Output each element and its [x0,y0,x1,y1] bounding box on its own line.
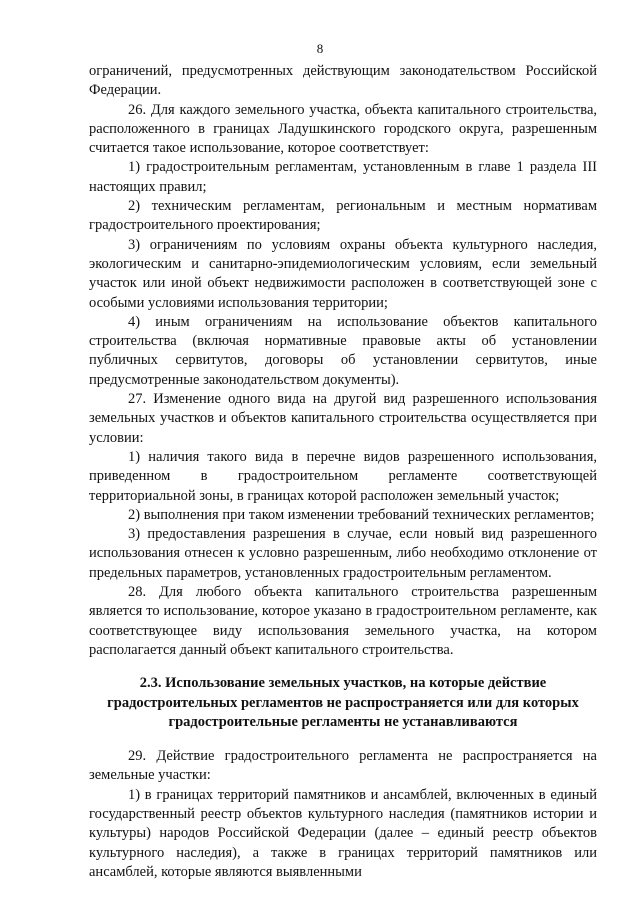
paragraph: 1) наличия такого вида в перечне видов разрешенного использования, приведенном в градостроительном регламенте соответствующей территориальной зоны, в границах которой расположен земельный участок; [89,448,597,504]
paragraphs-before-heading [89,62,597,660]
paragraph: 27. Изменение одного вида на другой вид разрешенного использования земельных участков и объектов капитального строительства осуществляется при условии: [89,391,597,446]
document-body [89,62,597,882]
paragraph: 26. Для каждого земельного участка, объекта капитального строительства, расположенного в границах Ладушкинского городского округа, разрешенным считается такое использование, которое соответствует: [89,101,597,157]
paragraph: 3) ограничениям по условиям охраны объекта культурного наследия, экологическим и санитарно-эпидемиологическим условиям, если земельный участок или иной объект недвижимости расположен в соответствующей зоне с особыми условиями использования территории; [89,236,597,311]
paragraph: 2) техническим регламентам, региональным и местным нормативам градостроительного проектирования; [89,198,597,234]
paragraph: 1) в границах территорий памятников и ансамблей, включенных в единый государственный реестр объектов культурного наследия (памятников истории и культуры) народов Российской Федерации (далее – единый реестр объектов культурного наследия), а также в границах территорий памятников или ансамблей, которые являются выявленными [89,786,597,880]
section-heading: 2.3. Использование земельных участков, на которые действие градостроительных регламентов не распространяется или для которых градостроительные регламенты не устанавливаются [107,675,579,730]
paragraph: ограничений, предусмотренных действующим законодательством Российской Федерации. [89,63,597,99]
paragraph: 1) градостроительным регламентам, установленным в главе 1 раздела III настоящих правил; [89,159,597,195]
paragraph: 29. Действие градостроительного регламента не распространяется на земельные участки: [89,748,597,784]
paragraphs-after-heading [89,747,597,882]
page-number: 8 [316,41,324,56]
paragraph: 2) выполнения при таком изменении требований технических регламентов; [128,506,595,523]
paragraph: 3) предоставления разрешения в случае, если новый вид разрешенного использования отнесен к условно разрешенным, либо необходимо отклонение от предельных параметров, установленных градостроительным регламентом. [89,526,597,581]
paragraph: 4) иным ограничениям на использование объектов капитального строительства (включая нормативные правовые акты об установлении публичных сервитутов, договоры об установлении сервитутов, иные предусмотренные законодательством документы). [89,313,597,388]
paragraph: 28. Для любого объекта капитального строительства разрешенным является то использование, которое указано в градостроительном регламенте, как соответствующее виду использования земельного участка, на котором располагается данный объект капитального строительства. [89,584,597,658]
